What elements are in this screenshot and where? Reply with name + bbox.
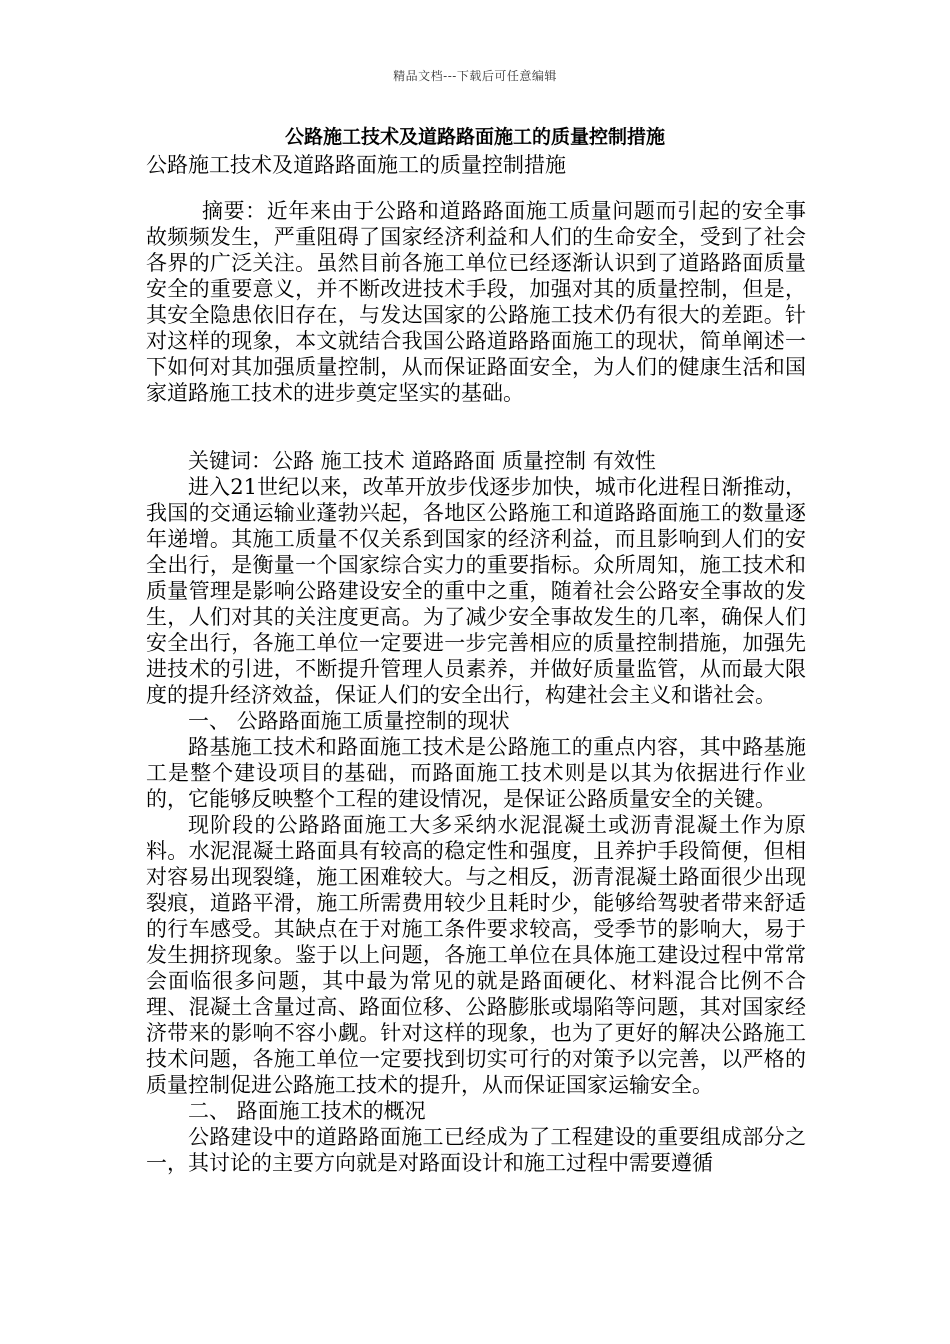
abstract-paragraph: 摘要：近年来由于公路和道路路面施工质量问题而引起的安全事故频频发生，严重阻碍了国家经济利益和人们的生命安全，受到了社会各界的广泛关注。虽然目前各施工单位已经逐渐认识到了道路路面质量安全的重要意义，并不断改进技术手段，加强对其的质量控制，但是，其安全隐患依旧存在，与发达国家的公路施工技术仍有很大的差距。针对这样的现象，本文就结合我国公路道路路面施工的现状，简单阐述一下如何对其加强质量控制，从而保证路面安全，为人们的健康生活和国家道路施工技术的进步奠定坚实的基础。 xyxy=(146,199,806,405)
section-heading-2: 二、 路面施工技术的概况 xyxy=(188,1099,426,1123)
abstract-section xyxy=(146,198,806,406)
section-1-paragraph-1: 路基施工技术和路面施工技术是公路施工的重点内容，其中路基施工是整个建设项目的基础，而路面施工技术则是以其为依据进行作业的，它能够反映整个工程的建设情况，是保证公路质量安全的关键。 xyxy=(146,735,806,811)
document-title: 公路施工技术及道路路面施工的质量控制措施 xyxy=(284,126,665,148)
keywords-line: 关键词：公路 施工技术 道路路面 质量控制 有效性 xyxy=(188,449,656,473)
main-body xyxy=(146,448,806,1176)
section-1-paragraph-2: 现阶段的公路路面施工大多采纳水泥混凝土或沥青混凝土作为原料。水泥混凝土路面具有较高的稳定性和强度，且养护手段简便，但相对容易出现裂缝，施工困难较大。与之相反，沥青混凝土路面很少出现裂痕，道路平滑，施工所需费用较少且耗时少，能够给驾驶者带来舒适的行车感受。其缺点在于对施工条件要求较高，受季节的影响大，易于发生拥挤现象。鉴于以上问题，各施工单位在具体施工建设过程中常常会面临很多问题，其中最为常见的就是路面硬化、材料混合比例不合理、混凝土含量过高、路面位移、公路膨胀或塌陷等问题，其对国家经济带来的影响不容小觑。针对这样的现象，也为了更好的解决公路施工技术问题，各施工单位一定要找到切实可行的对策予以完善，以严格的质量控制促进公路施工技术的提升，从而保证国家运输安全。 xyxy=(146,813,806,1097)
header-watermark: 精品文档---下载后可任意编辑 xyxy=(393,69,557,83)
document-subtitle: 公路施工技术及道路路面施工的质量控制措施 xyxy=(146,153,566,177)
intro-paragraph: 进入21世纪以来，改革开放步伐逐步加快，城市化进程日渐推动，我国的交通运输业蓬勃兴起，各地区公路施工和道路路面施工的数量逐年递增。其施工质量不仅关系到国家的经济利益，而且影响到人们的安全出行，是衡量一个国家综合实力的重要指标。众所周知，施工技术和质量管理是影响公路建设安全的重中之重，随着社会公路安全事故的发生，人们对其的关注度更高。为了减少安全事故发生的几率，确保人们安全出行，各施工单位一定要进一步完善相应的质量控制措施，加强先进技术的引进，不断提升管理人员素养，并做好质量监管，从而最大限度的提升经济效益，保证人们的安全出行，构建社会主义和谐社会。 xyxy=(146,475,806,707)
section-2-paragraph-1: 公路建设中的道路路面施工已经成为了工程建设的重要组成部分之一，其讨论的主要方向就是对路面设计和施工过程中需要遵循 xyxy=(146,1125,806,1175)
section-heading-1: 一、 公路路面施工质量控制的现状 xyxy=(188,709,510,733)
